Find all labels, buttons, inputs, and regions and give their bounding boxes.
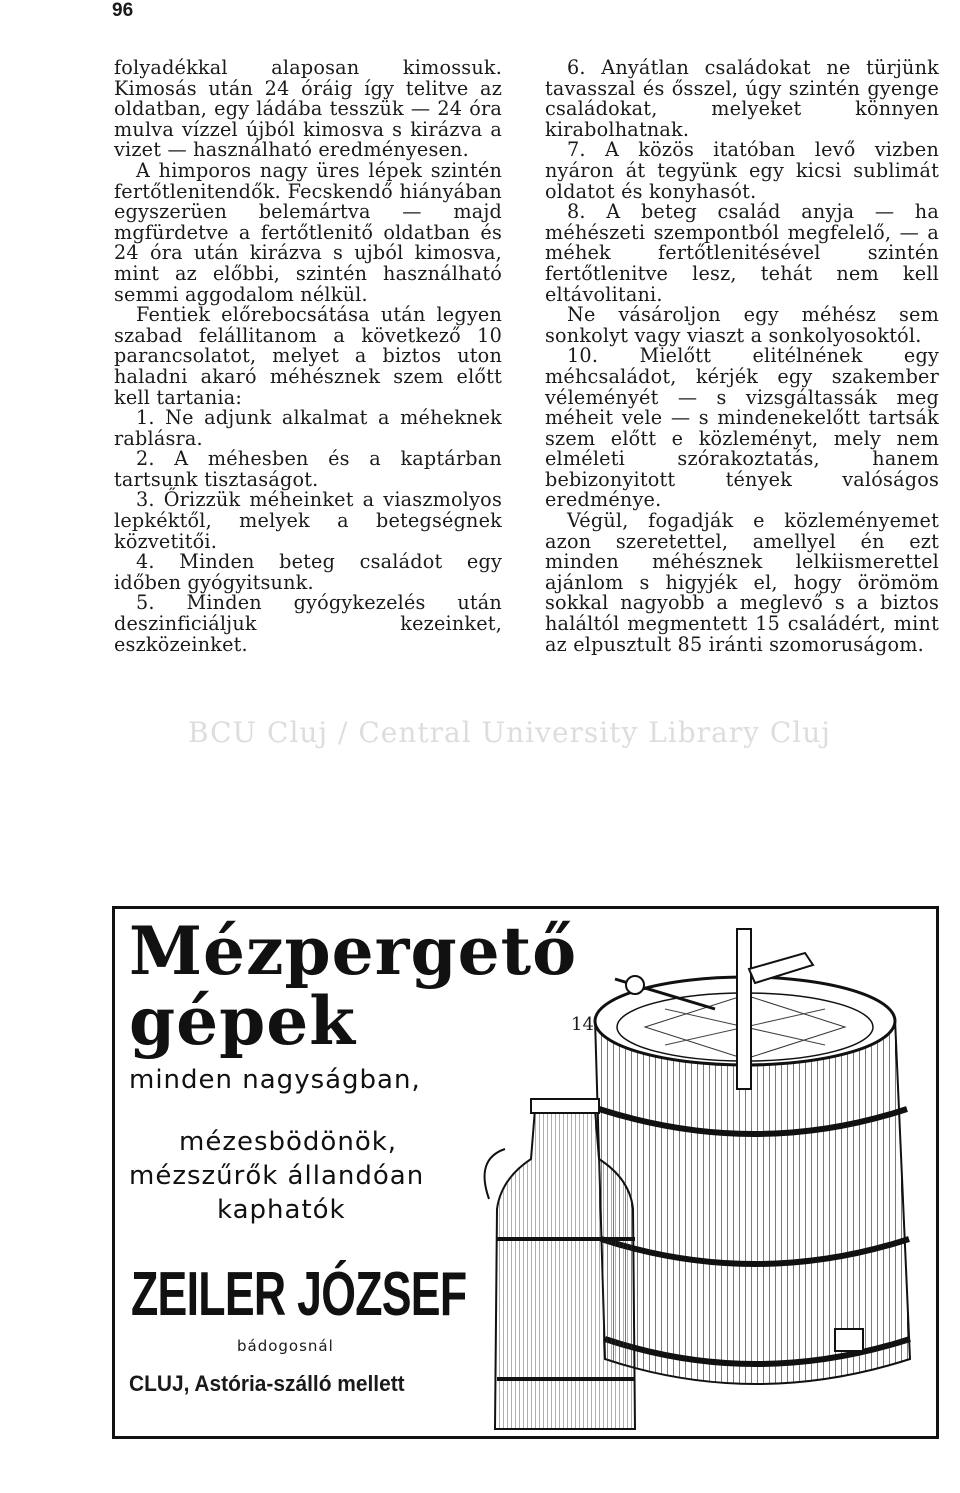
library-watermark: BCU Cluj / Central University Library Cluj: [188, 716, 831, 749]
company-address: CLUJ, Astória-szálló mellett: [129, 1371, 405, 1396]
page-number: 96: [112, 0, 134, 21]
rule-8: 8. A beteg család anyja — ha méhészeti szempontból megfelelő, — a méhek fertőtlenitésével szintén fertőtlenitve lesz, tehát nem kell eltávolitani.: [545, 200, 939, 306]
ad-line-2: mézszűrők állandóan: [129, 1161, 425, 1191]
rule-2: 2. A méhesben és a kaptárban tartsunk tisztaságot.: [114, 447, 502, 491]
rule-4: 4. Minden beteg családot egy időben gyógyitsunk.: [114, 550, 502, 594]
honey-extractor-illustration: [415, 909, 936, 1436]
paragraph: A himporos nagy üres lépek szintén fertőtlenitendők. Fecskendő hiányában egyszerüen belemártva — majd mgfürdetve a fertőtlenitő oldatban és 24 óra után kirázva s ujból kimosva, mint az előbbi, szintén használható semmi aggodalom nélkül.: [114, 158, 502, 306]
extractor-barrel: [595, 929, 910, 1384]
rule-7: 7. A közös itatóban levő vizben nyáron át tegyünk egy kicsi sublimát oldatot és konyhasót.: [545, 138, 939, 203]
rule-5: 5. Minden gyógykezelés után deszinficiáljuk kezeinket, eszközeinket.: [114, 591, 502, 656]
left-column: [114, 58, 502, 655]
ad-title-2: gépek: [129, 982, 357, 1060]
rule-10: 10. Mielőtt elitélnének egy méhcsaládot, kérjék egy szakember véleményét — s vizsgáltassák meg méheit vele — s mindenekelőtt tartsák szem előtt e közleményt, mely nem elméleti szórakoztatás, hanem bebizonyitott tények valóságos eredménye.: [545, 344, 939, 512]
rule-1: 1. Ne adjunk alkalmat a méheknek rablásra.: [114, 406, 502, 450]
figure-number: 14: [571, 1014, 594, 1035]
ad-subtitle: minden nagyságban,: [129, 1065, 421, 1095]
rule-9: Ne vásároljon egy méhész sem sonkolyt vagy viaszt a sonkolyosoktól.: [545, 303, 939, 347]
paragraph: Fentiek előrebocsátása után legyen szabad felállitanom a következő 10 parancsolatot, melyet a biztos uton haladni akaró méhésznek szem előtt kell tartania:: [114, 303, 502, 409]
ad-line-1: mézesbödönök,: [179, 1127, 398, 1157]
company-name: ZEILER JÓZSEF: [131, 1260, 467, 1329]
rule-3: 3. Őrizzük méheinket a viaszmolyos lepkéktől, melyek a betegségnek közvetitői.: [114, 488, 502, 553]
advertisement: [112, 906, 939, 1439]
paragraph: folyadékkal alaposan kimossuk. Kimosás után 24 óráig így telitve az oldatban, egy ládába tesszük — 24 óra mulva vízzel újból kimosva s kirázva a vizet — használható eredményesen.: [114, 56, 502, 162]
ad-line-3: kaphatók: [217, 1195, 346, 1225]
company-trade: bádogosnál: [237, 1337, 334, 1355]
ad-title: Mézpergető: [129, 912, 578, 990]
closing-paragraph: Végül, fogadják e közleményemet azon szeretettel, amellyel én ezt minden méhésznek lelkiismerettel ajánlom s higyjék el, hogy örömöm sokkal nagyobb a meglevő s a biztos haláltól megmentett 15 családért, mint az elpusztult 85 iránti szomoruságom.: [545, 509, 939, 656]
rule-6: 6. Anyátlan családokat ne türjünk tavasszal és ősszel, úgy szintén gyenge családokat, melyeket könnyen kirabolhatnak.: [545, 56, 939, 141]
right-column: [545, 58, 939, 655]
